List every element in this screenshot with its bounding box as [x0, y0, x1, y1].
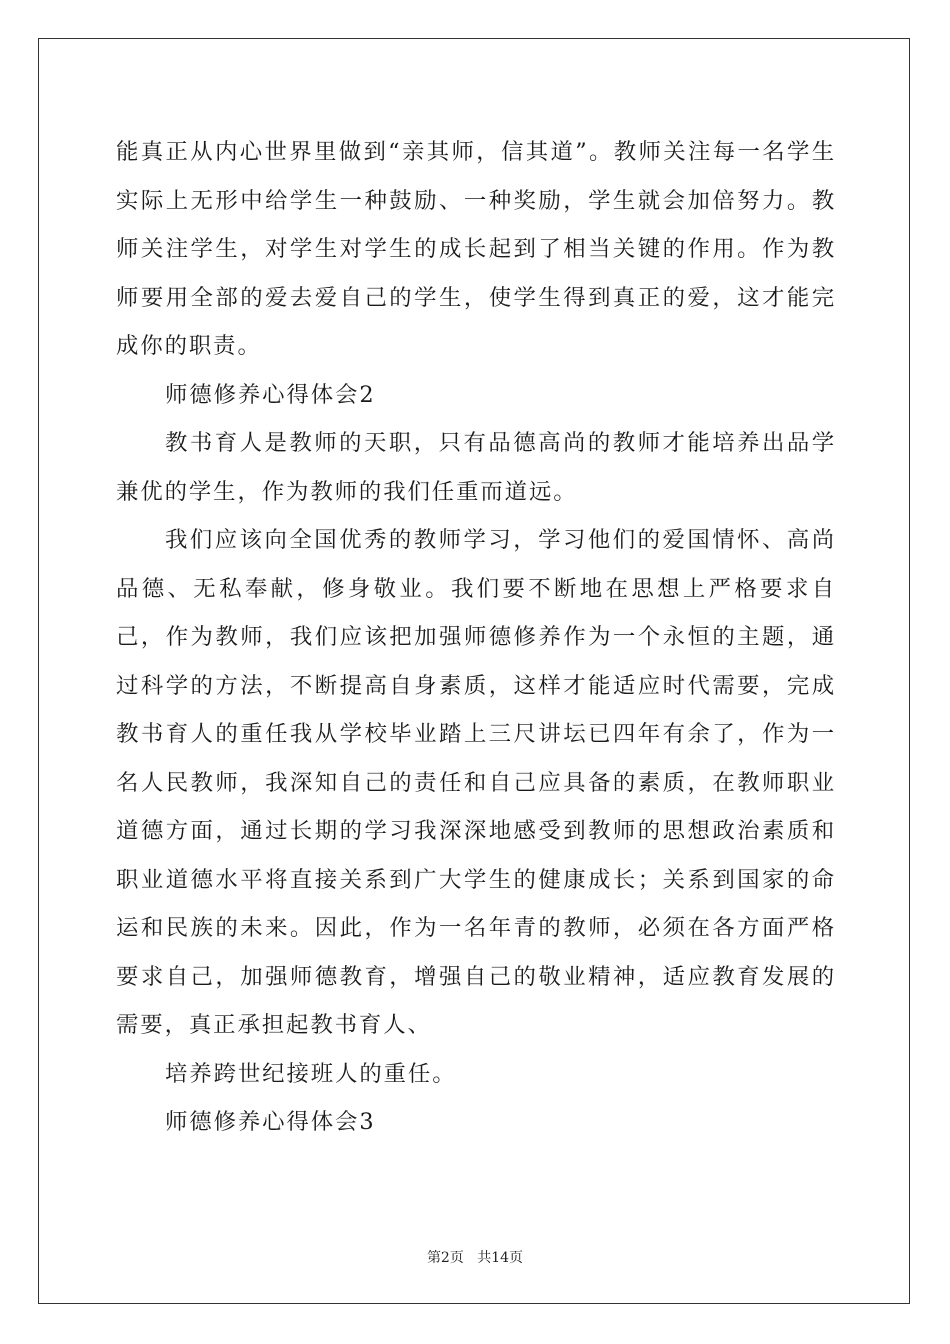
- document-body: [116, 128, 836, 1147]
- paragraph: 教书育人是教师的天职，只有品德高尚的教师才能培养出品学兼优的学生，作为教师的我们任重而道远。: [116, 430, 836, 505]
- paragraph: 我们应该向全国优秀的教师学习，学习他们的爱国情怀、高尚品德、无私奉献，修身敬业。我们要不断地在思想上严格要求自己，作为教师，我们应该把加强师德修养作为一个永恒的主题，通过科学的方法，不断提高自身素质，这样才能适应时代需要，完成教书育人的重任我从学校毕业踏上三尺讲坛已四年有余了，作为一名人民教师，我深知自己的责任和自己应具备的素质，在教师职业道德方面，通过长期的学习我深深地感受到教师的思想政治素质和职业道德水平将直接关系到广大学生的健康成长；关系到国家的命运和民族的未来。因此，作为一名年青的教师，必须在各方面严格要求自己，加强师德教育，增强自己的敬业精神，适应教育发展的需要，真正承担起教书育人、: [116, 527, 836, 1038]
- section-heading: 师德修养心得体会2: [165, 381, 376, 408]
- page-number: 第2页: [426, 1250, 464, 1266]
- paragraph: 培养跨世纪接班人的重任。: [165, 1060, 457, 1087]
- section-heading: 师德修养心得体会3: [165, 1109, 376, 1135]
- page-footer: [0, 1247, 950, 1267]
- paragraph-continuation: 能真正从内心世界里做到“亲其师，信其道”。教师关注每一名学生实际上无形中给学生一种鼓励、一种奖励，学生就会加倍努力。教师关注学生，对学生对学生的成长起到了相当关键的作用。作为教师要用全部的爱去爱自己的学生，使学生得到真正的爱，这才能完成你的职责。: [116, 139, 836, 359]
- page-total: 共14页: [477, 1250, 524, 1266]
